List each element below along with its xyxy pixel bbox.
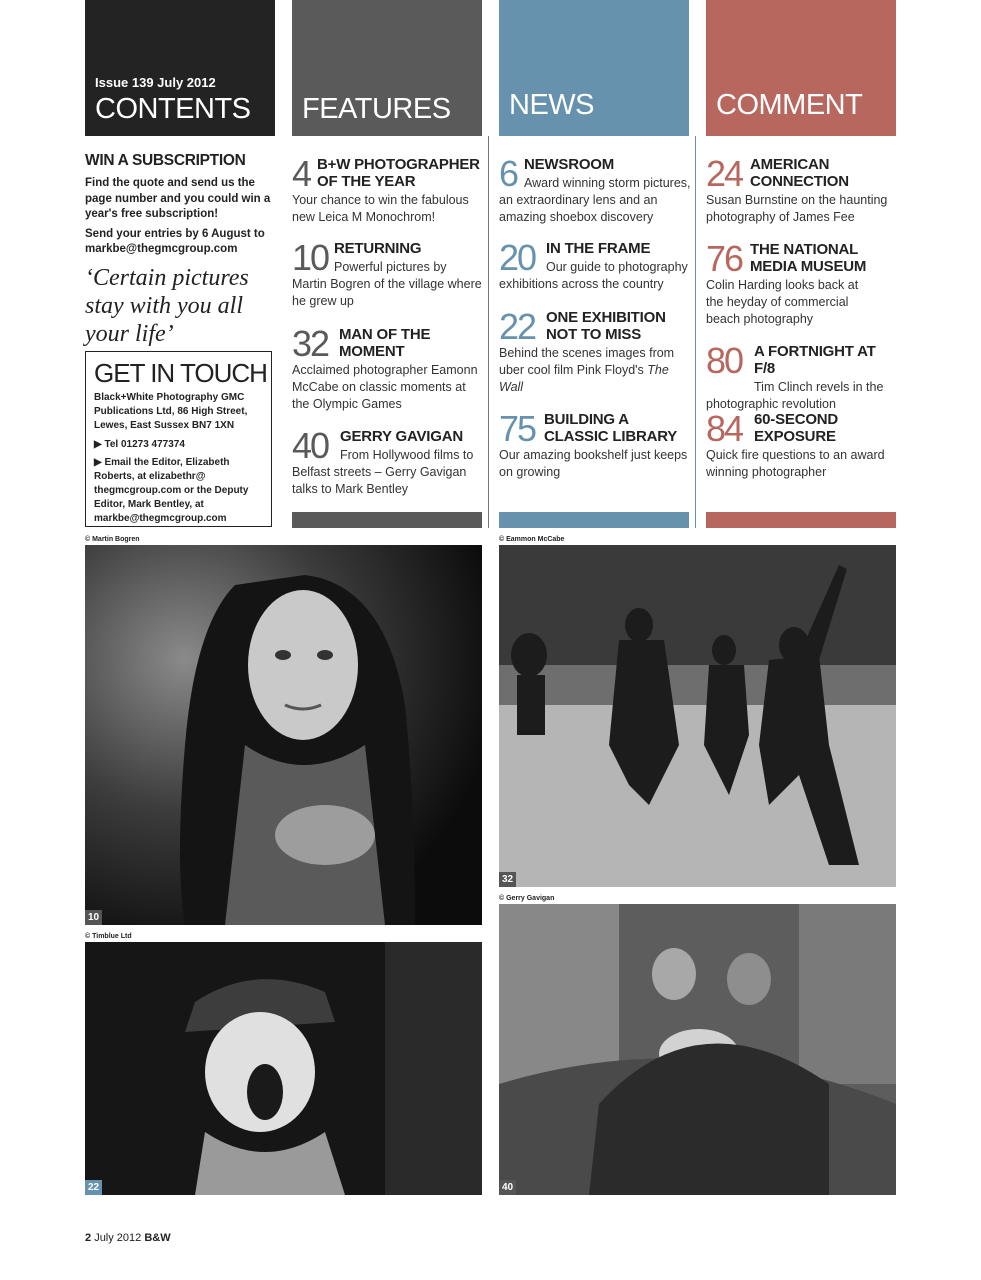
page-number: 75 xyxy=(499,408,536,449)
page-number: 4 xyxy=(292,153,311,194)
feature-item[interactable] xyxy=(292,237,482,310)
page-number: 20 xyxy=(499,237,536,278)
footer-date: July 2012 xyxy=(94,1232,142,1244)
arrow-icon: ▶ xyxy=(94,457,102,468)
contents-header xyxy=(85,0,275,136)
footer-magazine: B&W xyxy=(144,1232,171,1244)
page-number: 10 xyxy=(292,237,329,278)
win-entries: Send your entries by 6 August to markbe@thegmcgroup.com xyxy=(85,227,265,255)
touch-email: Email the Editor, Elizabeth Roberts, at elizabethr@ thegmcgroup.com or the Deputy Editor, Mark Bentley, at markbe@thegmcgroup.com xyxy=(94,457,249,524)
mannequin-image xyxy=(85,942,482,1195)
page-number: 80 xyxy=(706,340,743,381)
photo-page-number: 10 xyxy=(85,910,102,925)
news-title: NEWS xyxy=(509,89,594,121)
item-heading: THE NATIONAL MEDIA MUSEUM xyxy=(750,241,867,275)
win-heading: WIN A SUBSCRIPTION xyxy=(85,152,246,169)
item-body: Quick fire questions to an award winning photographer xyxy=(706,448,885,479)
news-item[interactable] xyxy=(499,153,691,226)
photo-credit: © Timblue Ltd xyxy=(85,933,132,940)
news-item[interactable] xyxy=(499,306,691,396)
news-item[interactable] xyxy=(499,408,691,481)
portrait-image xyxy=(85,545,482,925)
get-in-touch-box xyxy=(85,351,272,527)
item-body: From Hollywood films to Belfast streets – Gerry Gavigan talks to Mark Bentley xyxy=(292,448,474,496)
feature-item[interactable] xyxy=(292,425,482,498)
comment-item[interactable] xyxy=(706,153,898,226)
page-number: 22 xyxy=(499,306,536,347)
item-heading: IN THE FRAME xyxy=(546,240,651,257)
feature-item[interactable] xyxy=(292,153,482,226)
item-heading: RETURNING xyxy=(334,240,422,257)
issue-label: Issue 139 July 2012 xyxy=(95,75,216,90)
comment-title: COMMENT xyxy=(716,89,863,121)
photo-page-number: 40 xyxy=(499,1180,516,1195)
item-heading: MAN OF THE MOMENT xyxy=(339,326,431,360)
page-number: 24 xyxy=(706,153,743,194)
touch-email-row xyxy=(94,456,271,526)
photo-girl[interactable] xyxy=(85,545,482,925)
page-number: 32 xyxy=(292,323,329,364)
photo-credit: © Martin Bogren xyxy=(85,536,140,543)
touch-tel: Tel 01273 477374 xyxy=(104,439,185,450)
page-number: 6 xyxy=(499,153,518,194)
item-body: Award winning storm pictures, an extraordinary lens and an amazing shoebox discovery xyxy=(499,176,691,224)
comment-item[interactable] xyxy=(706,340,898,413)
features-title: FEATURES xyxy=(302,93,451,125)
contents-title: CONTENTS xyxy=(95,93,251,125)
item-heading: A FORTNIGHT AT F/8 xyxy=(754,343,876,377)
photo-page-number: 22 xyxy=(85,1180,102,1195)
win-text: Find the quote and send us the page number and you could win a year's free subscription! xyxy=(85,177,271,220)
item-heading: B+W PHOTOGRAPHER OF THE YEAR xyxy=(317,156,480,190)
item-heading: BUILDING A CLASSIC LIBRARY xyxy=(544,411,678,445)
comment-header xyxy=(706,0,896,136)
item-body-text: Behind the scenes images from uber cool film Pink Floyd's xyxy=(499,346,675,377)
photo-page-number: 32 xyxy=(499,872,516,887)
item-heading: ONE EXHIBITION NOT TO MISS xyxy=(546,309,666,343)
comment-item[interactable] xyxy=(706,238,898,328)
item-heading: NEWSROOM xyxy=(524,156,615,173)
item-heading: 60-SECOND EXPOSURE xyxy=(754,411,839,445)
item-body-italic: The Wall xyxy=(499,363,669,394)
item-body: Your chance to win the fabulous new Leica M Monochrom! xyxy=(292,193,469,224)
item-body: Acclaimed photographer Eamonn McCabe on classic moments at the Olympic Games xyxy=(292,363,478,411)
item-body: Our guide to photography exhibitions across the country xyxy=(499,260,688,291)
news-divider xyxy=(695,136,696,528)
item-body: Colin Harding looks back at the heyday of commercial beach photography xyxy=(706,278,859,326)
item-heading: AMERICAN CONNECTION xyxy=(750,156,849,190)
touch-tel-row xyxy=(94,439,271,450)
item-heading: GERRY GAVIGAN xyxy=(340,428,463,445)
item-body: Tim Clinch revels in the photographic revolution xyxy=(706,380,884,411)
page-number: 40 xyxy=(292,425,329,466)
features-divider xyxy=(488,136,489,528)
item-body: Powerful pictures by Martin Bogren of the village where he grew up xyxy=(292,260,482,308)
news-item[interactable] xyxy=(499,237,691,293)
photo-sprinters[interactable] xyxy=(499,545,896,887)
news-header xyxy=(499,0,689,136)
page-footer xyxy=(85,1232,171,1244)
feature-item[interactable] xyxy=(292,323,482,413)
quote: ‘Certain pictures stay with you all your life’ xyxy=(85,264,249,347)
item-body xyxy=(499,345,691,396)
touch-title: GET IN TOUCH xyxy=(94,358,267,388)
comment-bar xyxy=(706,512,896,528)
footer-page-number: 2 xyxy=(85,1232,92,1244)
photo-embrace[interactable] xyxy=(499,904,896,1195)
photo-credit: © Eammon McCabe xyxy=(499,536,565,543)
news-bar xyxy=(499,512,689,528)
item-body: Susan Burnstine on the haunting photography of James Fee xyxy=(706,193,888,224)
features-bar xyxy=(292,512,482,528)
touch-address: Black+White Photography GMC Publications Ltd, 86 High Street, Lewes, East Sussex BN7 1XN xyxy=(94,392,248,431)
page-number: 84 xyxy=(706,408,743,449)
comment-item[interactable] xyxy=(706,408,898,481)
features-header xyxy=(292,0,482,136)
sprinters-image xyxy=(499,545,896,887)
photo-credit: © Gerry Gavigan xyxy=(499,895,555,902)
embrace-image xyxy=(499,904,896,1195)
arrow-icon: ▶ xyxy=(94,439,102,450)
photo-mannequin[interactable] xyxy=(85,942,482,1195)
item-body: Our amazing bookshelf just keeps on growing xyxy=(499,448,688,479)
win-subscription xyxy=(85,152,280,348)
page-number: 76 xyxy=(706,238,743,279)
